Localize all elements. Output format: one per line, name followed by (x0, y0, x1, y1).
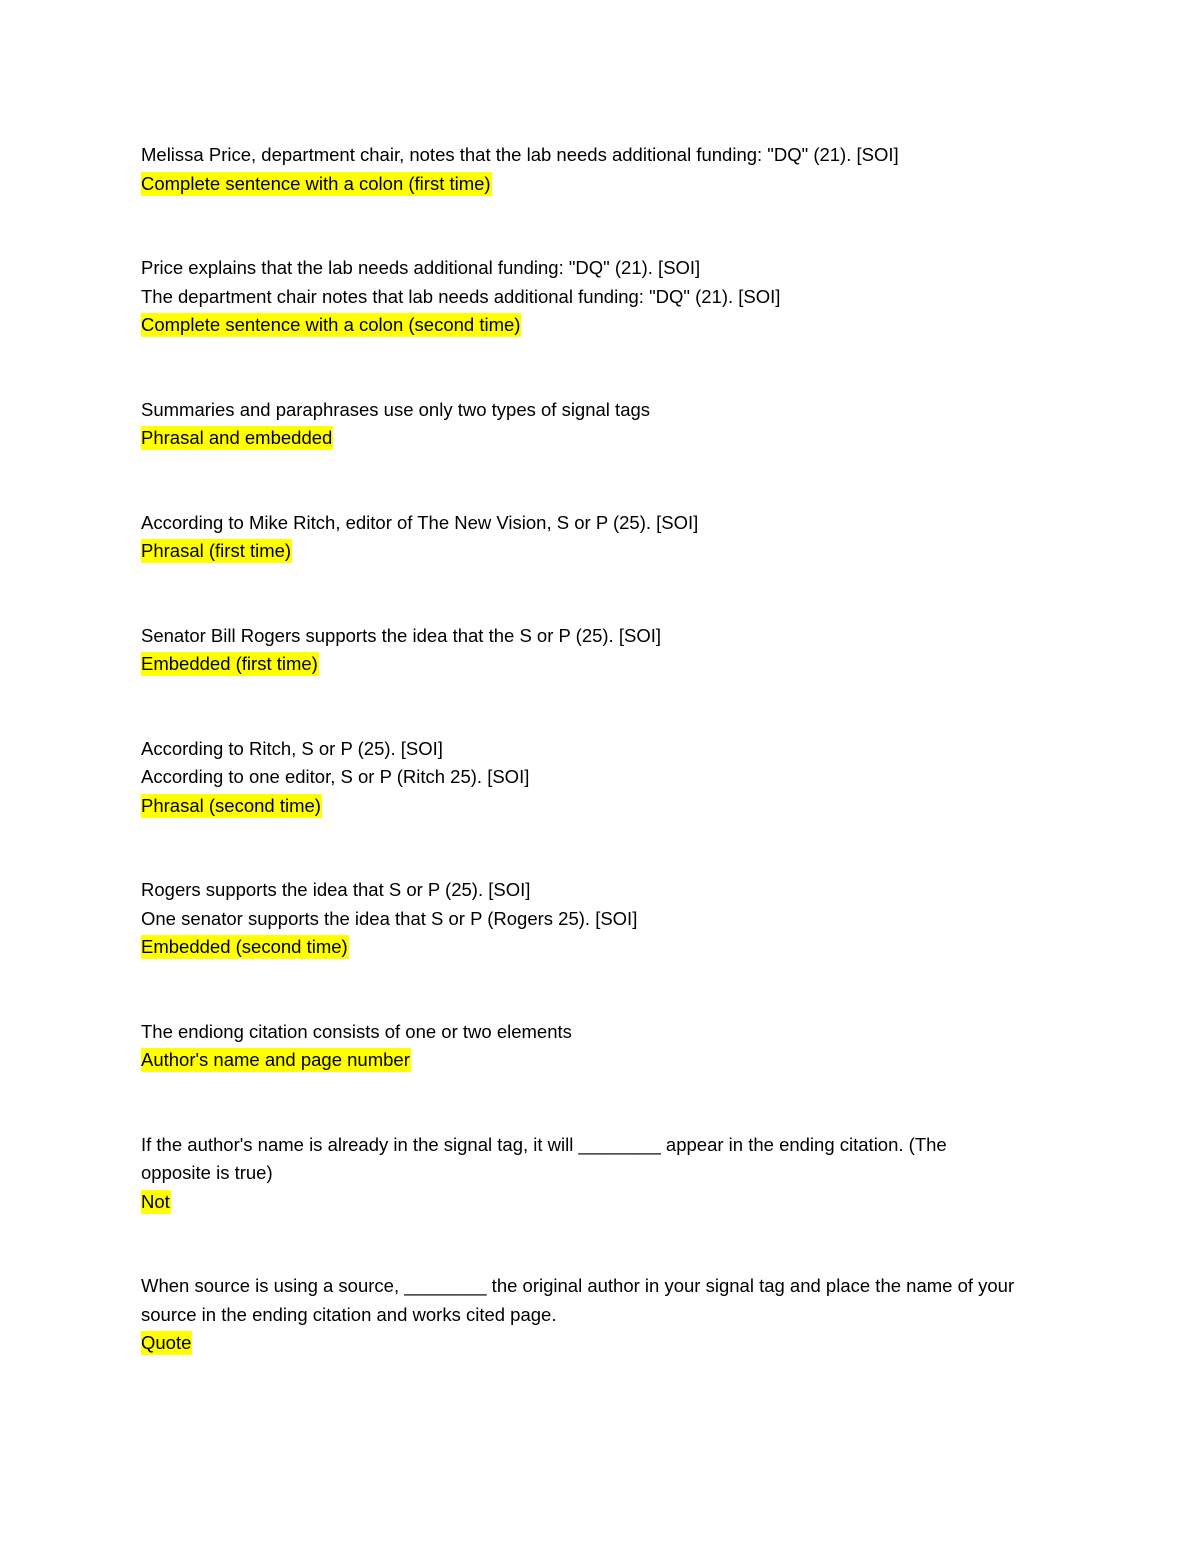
answer-line (141, 170, 1071, 199)
highlighted-answer: Complete sentence with a colon (first time) (141, 172, 491, 194)
highlighted-answer: Embedded (second time) (141, 936, 348, 957)
prompt-line: When source is using a source, ________ the original author in your signal tag and place the name of your (141, 1275, 1015, 1296)
highlighted-answer: Phrasal (first time) (141, 540, 292, 561)
spacer (141, 453, 1071, 509)
note-block-ending-citation (141, 1018, 1071, 1075)
prompt-line: opposite is true) (141, 1162, 273, 1183)
highlighted-answer: Complete sentence with a colon (second time) (141, 314, 521, 335)
prompt-line: Price explains that the lab needs additional funding: "DQ" (21). [SOI] (141, 257, 701, 278)
note-block-source-using-source (141, 1272, 1071, 1358)
note-block-embedded-second (141, 876, 1071, 962)
answer-line (141, 1188, 1071, 1217)
spacer (141, 198, 1071, 254)
document-body (141, 141, 1071, 1358)
prompt-line: If the author's name is already in the signal tag, it will ________ appear in the ending citation. (The (141, 1133, 947, 1155)
note-block-author-in-tag (141, 1131, 1071, 1217)
spacer (141, 340, 1071, 396)
note-block-embedded-first (141, 622, 1071, 679)
note-block-phrasal-second (141, 735, 1071, 821)
note-block-signal-tag-types (141, 396, 1071, 453)
answer-line (141, 311, 1071, 340)
prompt-line: According to Ritch, S or P (25). [SOI] (141, 737, 443, 759)
highlighted-answer: Embedded (first time) (141, 653, 318, 674)
prompt-line: The department chair notes that lab needs additional funding: "DQ" (21). [SOI] (141, 285, 781, 307)
highlighted-answer: Phrasal (second time) (141, 794, 321, 816)
prompt-line: Melissa Price, department chair, notes that the lab needs additional funding: "DQ" (21). [SOI] (141, 144, 899, 165)
spacer (141, 566, 1071, 622)
highlighted-answer: Author's name and page number (141, 1049, 410, 1070)
highlighted-answer: Quote (141, 1332, 192, 1353)
answer-line (141, 650, 1071, 679)
prompt-line: The endiong citation consists of one or two elements (141, 1020, 572, 1042)
note-block-phrasal-first (141, 509, 1071, 566)
prompt-line: Rogers supports the idea that S or P (25). [SOI] (141, 879, 531, 900)
highlighted-answer: Phrasal and embedded (141, 427, 333, 448)
prompt-line: source in the ending citation and works cited page. (141, 1303, 557, 1325)
prompt-line: According to Mike Ritch, editor of The New Vision, S or P (25). [SOI] (141, 511, 699, 533)
highlighted-answer: Not (141, 1190, 170, 1212)
answer-line (141, 933, 1071, 962)
answer-line (141, 424, 1071, 453)
spacer (141, 820, 1071, 876)
spacer (141, 679, 1071, 735)
prompt-line: According to one editor, S or P (Ritch 25). [SOI] (141, 766, 530, 787)
prompt-line: Senator Bill Rogers supports the idea that the S or P (25). [SOI] (141, 624, 661, 646)
spacer (141, 1075, 1071, 1131)
prompt-line: Summaries and paraphrases use only two types of signal tags (141, 398, 651, 420)
note-block-colon-second (141, 254, 1071, 340)
note-block-colon-first (141, 141, 1071, 198)
spacer (141, 962, 1071, 1018)
spacer (141, 1216, 1071, 1272)
answer-line (141, 1046, 1071, 1075)
answer-line (141, 1329, 1071, 1358)
answer-line (141, 792, 1071, 821)
answer-line (141, 537, 1071, 566)
prompt-line: One senator supports the idea that S or P (Rogers 25). [SOI] (141, 907, 638, 929)
